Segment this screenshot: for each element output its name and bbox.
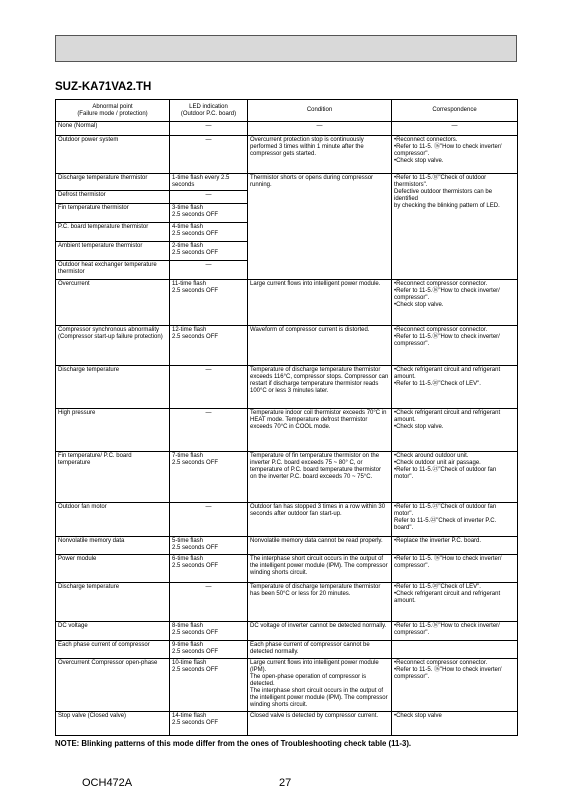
cell-led: 3-time flash 2.5 seconds OFF [170,204,248,223]
cell-correspondence: •Reconnect connectors. •Refer to 11-5. ⑯"How to check inverter/ compressor". •Check stop valve. [392,136,518,174]
cell-led: — [170,136,248,174]
document-code: OCH472A [82,777,133,789]
cell-condition: Overcurrent protection stop is continuously performed 3 times within 1 minute after the compressor gets started. [248,136,392,174]
cell-correspondence: •Reconnect compressor connector. •Refer to 11-5.⑯"How to check inverter/ compressor". [392,326,518,366]
page-number: 27 [279,777,292,789]
cell-point: Discharge temperature [56,366,170,409]
cell-point: Discharge temperature [56,583,170,622]
cell-correspondence: •Check refrigerant circuit and refrigerant amount. •Refer to 11-5.⑳"Check of LEV". [392,366,518,409]
cell-led: 6-time flash 2.5 seconds OFF [170,555,248,583]
table-row [56,409,518,452]
cell-condition: Large current flows into intelligent power module (IPM). The open-phase operation of compressor is detected. The interphase short circuit occurs in the output of the intelligent power module (IPM). The compressor winding shorts circuit. [248,659,392,712]
cell-correspondence: •Refer to 11-5.㉑"Check of outdoor fan motor". Refer to 11-5.㉒"Check of inverter P.C. board". [392,503,518,537]
table-row [56,174,518,191]
cell-condition: Each phase current of compressor cannot be detected normally. [248,641,392,659]
cell-point: High pressure [56,409,170,452]
cell-correspondence: •Reconnect compressor connector. •Refer to 11-5.⑯"How to check inverter/ compressor". •Check stop valve. [392,280,518,326]
cell-condition: Temperature of fin temperature thermistor on the inverter P.C. board exceeds 75 ~ 80° C, or temperature of P.C. board temperature thermistor on the inverter P.C. board exceeds 70 ~ 75°C. [248,452,392,503]
cell-condition: Outdoor fan has stopped 3 times in a row within 30 seconds after outdoor fan start-up. [248,503,392,537]
table-row [56,326,518,366]
header-correspondence: Correspondence [392,100,518,122]
cell-point: Outdoor power system [56,136,170,174]
cell-point: Stop valve (Closed valve) [56,712,170,736]
table-header-row [56,100,518,122]
header-abnormal-point: Abnormal point (Failure mode / protection) [56,100,170,122]
cell-condition: Temperature of discharge temperature thermistor exceeds 116°C, compressor stops. Compressor can restart if discharge temperature thermistor reads 100°C or less 3 minutes later. [248,366,392,409]
cell-led: — [170,261,248,280]
cell-correspondence: •Refer to 11-5. ⑯"How to check inverter/ compressor". [392,555,518,583]
cell-point: Power module [56,555,170,583]
cell-point: Outdoor fan motor [56,503,170,537]
cell-point: DC voltage [56,622,170,641]
cell-condition: Closed valve is detected by compressor current. [248,712,392,736]
blinking-pattern-note: NOTE: Blinking patterns of this mode differ from the ones of Troubleshooting check table (11-3). [55,739,412,748]
cell-point: P.C. board temperature thermistor [56,223,170,242]
table-row [56,659,518,712]
cell-correspondence: — [392,122,518,136]
cell-point: Overcurrent [56,280,170,326]
table-row [56,280,518,326]
cell-condition: DC voltage of inverter cannot be detected normally. [248,622,392,641]
cell-led: — [170,503,248,537]
cell-led: 9-time flash 2.5 seconds OFF [170,641,248,659]
cell-point: Overcurrent Compressor open-phase [56,659,170,712]
header-bar [55,35,517,62]
cell-correspondence: •Reconnect compressor connector. •Refer to 11-5. ⑯"How to check inverter/ compressor". [392,659,518,712]
model-title: SUZ-KA71VA2.TH [55,81,152,93]
table-row [56,537,518,555]
cell-point: Defrost thermistor [56,191,170,204]
cell-condition: Waveform of compressor current is distorted. [248,326,392,366]
cell-point: Each phase current of compressor [56,641,170,659]
cell-condition: Temperature of discharge temperature thermistor has been 50°C or less for 20 minutes. [248,583,392,622]
cell-led: 1-time flash every 2.5 seconds [170,174,248,191]
cell-led: 14-time flash 2.5 seconds OFF [170,712,248,736]
table-row [56,555,518,583]
table-row [56,136,518,174]
cell-point: Nonvolatile memory data [56,537,170,555]
cell-led: 4-time flash 2.5 seconds OFF [170,223,248,242]
header-led-indication: LED indication (Outdoor P.C. board) [170,100,248,122]
cell-led: 11-time flash 2.5 seconds OFF [170,280,248,326]
cell-correspondence: •Check stop valve [392,712,518,736]
table-row [56,641,518,659]
cell-correspondence: •Refer to 11-5.⑱"Check of outdoor thermistors". Defective outdoor thermistors can be identified by checking the blinking pattern of LED. [392,174,518,280]
cell-led: — [170,583,248,622]
cell-led: 5-time flash 2.5 seconds OFF [170,537,248,555]
cell-point: Outdoor heat exchanger temperature thermistor [56,261,170,280]
cell-condition: The interphase short circuit occurs in the output of the intelligent power module (IPM). The compressor winding shorts circuit. [248,555,392,583]
cell-condition: Nonvolatile memory data cannot be read properly. [248,537,392,555]
table-row [56,622,518,641]
cell-led: — [170,409,248,452]
cell-point: None (Normal) [56,122,170,136]
cell-correspondence: •Check refrigerant circuit and refrigerant amount. •Check stop valve. [392,409,518,452]
cell-point: Ambient temperature thermistor [56,242,170,261]
header-condition: Condition [248,100,392,122]
cell-led: 8-time flash 2.5 seconds OFF [170,622,248,641]
cell-correspondence: •Refer to 11-5.⑳"Check of LEV". •Check refrigerant circuit and refrigerant amount. [392,583,518,622]
cell-condition: Thermistor shorts or opens during compressor running. [248,174,392,280]
cell-point: Discharge temperature thermistor [56,174,170,191]
table-row [56,712,518,736]
cell-led: 2-time flash 2.5 seconds OFF [170,242,248,261]
cell-led: 10-time flash 2.5 seconds OFF [170,659,248,712]
table-row [56,452,518,503]
cell-correspondence: •Replace the inverter P.C. board. [392,537,518,555]
cell-point: Fin temperature/ P.C. board temperature [56,452,170,503]
cell-condition: Large current flows into intelligent power module. [248,280,392,326]
table-row [56,122,518,136]
cell-led: — [170,122,248,136]
cell-led: 12-time flash 2.5 seconds OFF [170,326,248,366]
table-row [56,366,518,409]
cell-led: 7-time flash 2.5 seconds OFF [170,452,248,503]
cell-correspondence: •Refer to 11-5.⑯"How to check inverter/ compressor". [392,622,518,641]
cell-point: Compressor synchronous abnormality (Compressor start-up failure protection) [56,326,170,366]
cell-point: Fin temperature thermistor [56,204,170,223]
table-row [56,503,518,537]
cell-condition: — [248,122,392,136]
troubleshooting-table [55,99,518,736]
cell-correspondence [392,641,518,659]
table-row [56,583,518,622]
cell-correspondence: •Check around outdoor unit. •Check outdoor unit air passage. •Refer to 11-5.㉑"Check of outdoor fan motor". [392,452,518,503]
cell-condition: Temperature indoor coil thermistor exceeds 70°C in HEAT mode. Temperature defrost thermistor exceeds 70°C in COOL mode. [248,409,392,452]
cell-led: — [170,191,248,204]
cell-led: — [170,366,248,409]
